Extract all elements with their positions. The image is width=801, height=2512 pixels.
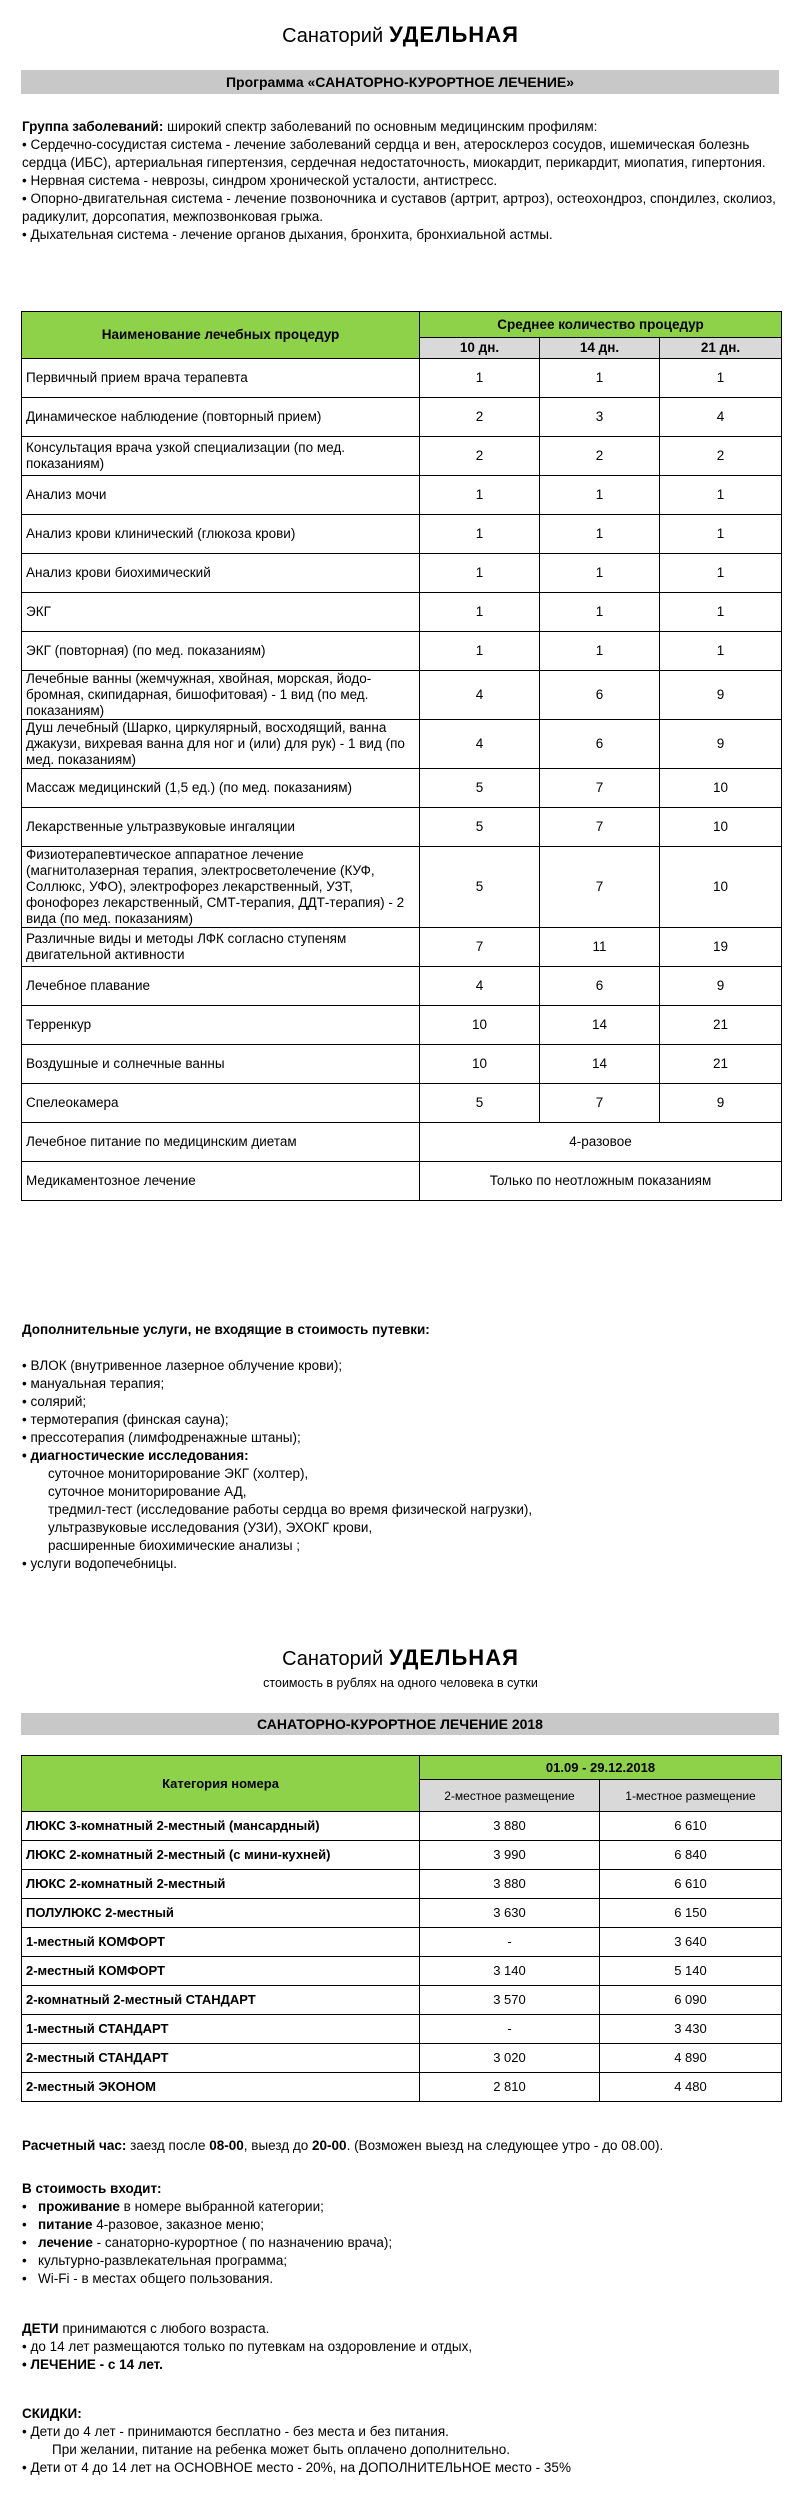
procedure-name: Медикаментозное лечение bbox=[22, 1162, 420, 1201]
procedure-count: 10 bbox=[420, 1006, 540, 1045]
diagnostics-item: суточное мониторирование ЭКГ (холтер), bbox=[48, 1466, 309, 1481]
kids-block: ДЕТИ принимаются с любого возраста. • до 14 лет размещаются только по путевкам на оздоровление и отдых, • ЛЕЧЕНИЕ - с 14 лет. bbox=[22, 2321, 473, 2372]
procedure-count: 14 bbox=[540, 1045, 660, 1084]
procedure-count: 2 bbox=[420, 398, 540, 437]
procedure-row bbox=[22, 398, 782, 437]
price-row bbox=[22, 2073, 782, 2102]
diagnostics-item: тредмил-тест (исследование работы сердца во время физической нагрузки), bbox=[48, 1502, 533, 1517]
procedure-count: 9 bbox=[660, 967, 782, 1006]
procedure-count: 4 bbox=[420, 720, 540, 769]
procedure-name: Лечебное питание по медицинским диетам bbox=[22, 1123, 420, 1162]
procedure-count: 9 bbox=[660, 1084, 782, 1123]
procedure-count: 1 bbox=[660, 515, 782, 554]
procedure-count: 10 bbox=[420, 1045, 540, 1084]
checkout-line: Расчетный час: заезд после 08-00, выезд до 20-00. (Возможен выезд на следующее утро - до 08.00). bbox=[22, 2138, 664, 2153]
procedure-name: ЭКГ bbox=[22, 593, 420, 632]
room-price: 4 480 bbox=[600, 2073, 782, 2102]
procedure-count: 6 bbox=[540, 671, 660, 720]
procedure-name: Анализ крови биохимический bbox=[22, 554, 420, 593]
procedure-count: 4 bbox=[660, 398, 782, 437]
procedure-name: Анализ крови клинический (глюкоза крови) bbox=[22, 515, 420, 554]
procedure-count: 1 bbox=[420, 593, 540, 632]
procedure-count: 1 bbox=[420, 515, 540, 554]
procedure-name: Лечебные ванны (жемчужная, хвойная, морская, йодо-бромная, скипидарная, бишофитовая) - 1 вид (по мед. показаниям) bbox=[22, 671, 420, 720]
price-row bbox=[22, 1812, 782, 1841]
discounts-block: СКИДКИ: • Дети до 4 лет - принимаются бесплатно - без места и без питания. При желании, питание на ребенка может быть оплачено дополнительно. • Дети от 4 до 14 лет на ОСНОВНОЕ место - 20%, на ДОПОЛНИТЕЛЬНОЕ место - 35% bbox=[22, 2406, 571, 2475]
procedure-count: 1 bbox=[540, 554, 660, 593]
procedure-count: 21 bbox=[660, 1045, 782, 1084]
room-price: - bbox=[420, 2015, 600, 2044]
procedure-row bbox=[22, 847, 782, 928]
procedure-count: 1 bbox=[660, 359, 782, 398]
procedure-name: Терренкур bbox=[22, 1006, 420, 1045]
price-row bbox=[22, 1986, 782, 2015]
procedure-row bbox=[22, 1084, 782, 1123]
procedure-count: 11 bbox=[540, 928, 660, 967]
disease-item: • Опорно-двигательная система - лечение позвоночника и суставов (артрит, артроз), остеохондроз, спондилез, сколиоз, радикулит, дорсопатия, межпозвонковая грыжа. bbox=[22, 191, 776, 224]
room-category: 2-местный КОМФОРТ bbox=[22, 1957, 420, 1986]
procedure-count: 2 bbox=[660, 437, 782, 476]
procedure-count: 2 bbox=[420, 437, 540, 476]
price-subtitle: стоимость в рублях на одного человека в сутки bbox=[263, 1676, 538, 1690]
room-price: 6 150 bbox=[600, 1899, 782, 1928]
procedure-note: Только по неотложным показаниям bbox=[420, 1162, 782, 1201]
procedure-count: 5 bbox=[420, 769, 540, 808]
procedures-name-header: Наименование лечебных процедур bbox=[22, 312, 420, 359]
procedure-count: 7 bbox=[420, 928, 540, 967]
room-category: 2-местный ЭКОНОМ bbox=[22, 2073, 420, 2102]
procedure-count: 3 bbox=[540, 398, 660, 437]
procedure-name: Динамическое наблюдение (повторный прием) bbox=[22, 398, 420, 437]
included-item: • Wi-Fi - в местах общего пользования. bbox=[22, 2271, 274, 2286]
procedure-count: 6 bbox=[540, 967, 660, 1006]
procedure-count: 7 bbox=[540, 769, 660, 808]
price-table: Категория номера 01.09 - 29.12.2018 2-местное размещение 1-местное размещение ЛЮКС 3-комнатный 2-местный (мансардный) 3 880 6 610 ЛЮКС 2-комнатный 2-местный (с мини-кухней) 3 990 6 840 ЛЮКС 2-комнатный 2-местный 3 880 6 610 ПОЛУЛЮКС 2-местный 3 630 6 150 1-местный КОМФОРТ - 3 640 2-местный КОМФОРТ 3 140 5 140 2-комнатный 2-местный СТАНДАРТ 3 570 6 090 1-местный СТАНДАРТ - 3 430 2-местный СТАНДАРТ 3 020 4 890 2-местный ЭКОНОМ 2 810 4 480 bbox=[21, 1755, 782, 2102]
procedure-row bbox=[22, 476, 782, 515]
procedure-name: Физиотерапевтическое аппаратное лечение (магнитолазерная терапия, электросветолечение (КУФ, Соллюкс, УФО), электрофорез лекарственный, УЗТ, фонофорез лекарственный, СМТ-терапия, ДДТ-терапия) - 2 вида (по мед. показаниям) bbox=[22, 847, 420, 928]
price-row bbox=[22, 2015, 782, 2044]
procedure-row bbox=[22, 1045, 782, 1084]
procedure-name: ЭКГ (повторная) (по мед. показаниям) bbox=[22, 632, 420, 671]
included-block: В стоимость входит: • проживание в номере выбранной категории; • питание 4-разовое, заказное меню; • лечение - санаторно-курортное ( по назначению врача); • культурно-развлекательная программа; • Wi-Fi - в местах общего пользования. bbox=[22, 2180, 782, 2288]
page-title: Санаторий УДЕЛЬНАЯ bbox=[282, 22, 519, 47]
room-price: 4 890 bbox=[600, 2044, 782, 2073]
extra-item: • услуги водопечебницы. bbox=[22, 1556, 177, 1571]
room-price: 5 140 bbox=[600, 1957, 782, 1986]
room-price: 3 020 bbox=[420, 2044, 600, 2073]
room-category: ЛЮКС 2-комнатный 2-местный bbox=[22, 1870, 420, 1899]
procedure-row bbox=[22, 437, 782, 476]
procedure-count: 21 bbox=[660, 1006, 782, 1045]
procedure-count: 7 bbox=[540, 1084, 660, 1123]
procedure-name: Душ лечебный (Шарко, циркулярный, восходящий, ванна джакузи, вихревая ванна для ног и (или) для рук) - 1 вид (по мед. показаниям) bbox=[22, 720, 420, 769]
price-title: Санаторий УДЕЛЬНАЯ bbox=[282, 1645, 519, 1670]
procedure-count: 9 bbox=[660, 720, 782, 769]
procedure-count: 1 bbox=[540, 632, 660, 671]
procedure-count: 1 bbox=[420, 476, 540, 515]
room-price: 6 610 bbox=[600, 1870, 782, 1899]
extra-item: • солярий; bbox=[22, 1394, 87, 1409]
diagnostics-item: суточное мониторирование АД, bbox=[48, 1484, 247, 1499]
procedure-row bbox=[22, 515, 782, 554]
procedure-count: 7 bbox=[540, 847, 660, 928]
procedure-name: Лекарственные ультразвуковые ингаляции bbox=[22, 808, 420, 847]
procedure-count: 1 bbox=[540, 593, 660, 632]
price-row bbox=[22, 1841, 782, 1870]
price-row bbox=[22, 1899, 782, 1928]
diagnostics-item: расширенные биохимические анализы ; bbox=[48, 1538, 301, 1553]
procedure-count: 5 bbox=[420, 1084, 540, 1123]
disease-item: • Сердечно-сосудистая система - лечение заболеваний сердца и вен, атеросклероз сосудов, ишемическая болезнь сердца (ИБС), артериальная гипертензия, сердечная недостаточность, миокардит, перикардит, миопатия, гипертония. bbox=[22, 137, 766, 170]
extra-item: • ВЛОК (внутривенное лазерное облучение крови); bbox=[22, 1358, 343, 1373]
procedure-name: Анализ мочи bbox=[22, 476, 420, 515]
procedure-count: 1 bbox=[540, 515, 660, 554]
procedure-row bbox=[22, 967, 782, 1006]
diagnostics-item: ультразвуковые исследования (УЗИ), ЭХОКГ крови, bbox=[48, 1520, 373, 1535]
procedure-count: 14 bbox=[540, 1006, 660, 1045]
procedure-name: Воздушные и солнечные ванны bbox=[22, 1045, 420, 1084]
room-price: 3 140 bbox=[420, 1957, 600, 1986]
extra-item: • прессотерапия (лимфодренажные штаны); bbox=[22, 1430, 301, 1445]
procedure-count: 4 bbox=[420, 671, 540, 720]
included-item: • лечение - санаторно-курортное ( по назначению врача); bbox=[22, 2235, 393, 2250]
procedure-row bbox=[22, 632, 782, 671]
room-price: 3 430 bbox=[600, 2015, 782, 2044]
procedure-count: 1 bbox=[540, 359, 660, 398]
included-item: • проживание в номере выбранной категории; bbox=[22, 2199, 324, 2214]
procedure-row bbox=[22, 554, 782, 593]
procedure-count: 1 bbox=[420, 359, 540, 398]
procedure-count: 19 bbox=[660, 928, 782, 967]
price-band: САНАТОРНО-КУРОРТНОЕ ЛЕЧЕНИЕ 2018 bbox=[21, 1713, 779, 1735]
room-category: 1-местный КОМФОРТ bbox=[22, 1928, 420, 1957]
procedure-row bbox=[22, 808, 782, 847]
procedure-count: 1 bbox=[420, 554, 540, 593]
disease-groups: Группа заболеваний: широкий спектр заболеваний по основным медицинским профилям: • Сердечно-сосудистая система - лечение заболеваний сердца и вен, атеросклероз сосудов, ишемическая болезнь сердца (ИБС), артериальная гипертензия, сердечная недостаточность, миокардит, перикардит, миопатия, гипертония. • Нервная система - неврозы, синдром хронической усталости, антистресс. • Опорно-двигательная система - лечение позвоночника и суставов (артрит, артроз), остеохондроз, спондилез, сколиоз, радикулит, дорсопатия, межпозвонковая грыжа. • Дыхательная система - лечение органов дыхания, бронхита, бронхиальной астмы. bbox=[22, 118, 782, 244]
room-category: ЛЮКС 2-комнатный 2-местный (с мини-кухней) bbox=[22, 1841, 420, 1870]
extra-title: Дополнительные услуги, не входящие в стоимость путевки: bbox=[22, 1322, 430, 1337]
procedure-note: 4-разовое bbox=[420, 1123, 782, 1162]
procedure-count: 2 bbox=[540, 437, 660, 476]
procedure-name: Первичный прием врача терапевта bbox=[22, 359, 420, 398]
procedure-count: 1 bbox=[540, 476, 660, 515]
room-price: 3 630 bbox=[420, 1899, 600, 1928]
price-row bbox=[22, 1957, 782, 1986]
room-price: 3 640 bbox=[600, 1928, 782, 1957]
procedure-count: 1 bbox=[420, 632, 540, 671]
procedures-table: Наименование лечебных процедур Среднее количество процедур 10 дн. 14 дн. 21 дн. Первичный прием врача терапевта 1 1 1 Динамическое наблюдение (повторный прием) 2 3 4 Консультация врача узкой специализации (по мед. показаниям) 2 2 2 Анализ мочи 1 1 1 Анализ крови клинический (глюкоза крови) 1 1 1 Анализ крови биохимический 1 1 1 ЭКГ 1 1 1 ЭКГ (повторная) (по мед. показаниям) 1 1 1 Лечебные ванны (жемчужная, хвойная, морская, йодо-бромная, скипидарная, бишофитовая) - 1 вид (по мед. показаниям) 4 6 9 Душ лечебный (Шарко, циркулярный, восходящий, ванна джакузи, вихревая ванна для ног и (или) для рук) - 1 вид (по мед. показаниям) 4 6 9 Массаж медицинский (1,5 ед.) (по мед. показаниям) 5 7 10 Лекарственные ультразвуковые ингаляции 5 7 10 Физиотерапевтическое аппаратное лечение (магнитолазерная терапия, электросветолечение (КУФ, Соллюкс, УФО), электрофорез лекарственный, УЗТ, фонофорез лекарственный, СМТ-терапия, ДДТ-терапия) - 2 вида (по мед. показаниям) 5 7 10 Различные виды и методы ЛФК согласно ступеням двигательной активности 7 11 19 Лечебное плавание 4 6 9 Терренкур 10 14 21 Воздушные и солнечные ванны 10 14 21 Спелеокамера 5 7 9 Лечебное питание по медицинским диетам 4-разовое Медикаментозное лечение Только по неотложным показаниям bbox=[21, 311, 782, 1201]
procedure-count: 5 bbox=[420, 847, 540, 928]
room-price: - bbox=[420, 1928, 600, 1957]
procedure-count: 4 bbox=[420, 967, 540, 1006]
procedure-row bbox=[22, 928, 782, 967]
disease-item: • Дыхательная система - лечение органов дыхания, бронхита, бронхиальной астмы. bbox=[22, 227, 553, 242]
room-category: 2-комнатный 2-местный СТАНДАРТ bbox=[22, 1986, 420, 2015]
room-price: 3 880 bbox=[420, 1812, 600, 1841]
procedure-row bbox=[22, 720, 782, 769]
procedure-count: 1 bbox=[660, 476, 782, 515]
procedure-row bbox=[22, 1006, 782, 1045]
diagnostics-title: • диагностические исследования: bbox=[22, 1448, 249, 1463]
procedure-count: 6 bbox=[540, 720, 660, 769]
procedure-row bbox=[22, 1162, 782, 1201]
extra-item: • термотерапия (финская сауна); bbox=[22, 1412, 229, 1427]
disease-item: • Нервная система - неврозы, синдром хронической усталости, антистресс. bbox=[22, 173, 498, 188]
extra-services bbox=[22, 1321, 782, 1573]
room-price: 6 840 bbox=[600, 1841, 782, 1870]
procedure-count: 1 bbox=[660, 554, 782, 593]
procedures-count-header: Среднее количество процедур bbox=[420, 312, 782, 338]
extra-item: • мануальная терапия; bbox=[22, 1376, 165, 1391]
price-row bbox=[22, 2044, 782, 2073]
procedure-row bbox=[22, 769, 782, 808]
price-row bbox=[22, 1870, 782, 1899]
room-category: 2-местный СТАНДАРТ bbox=[22, 2044, 420, 2073]
procedure-count: 1 bbox=[660, 593, 782, 632]
procedure-row bbox=[22, 1123, 782, 1162]
procedure-count: 10 bbox=[660, 769, 782, 808]
room-category: ПОЛУЛЮКС 2-местный bbox=[22, 1899, 420, 1928]
procedure-count: 1 bbox=[660, 632, 782, 671]
category-header: Категория номера bbox=[22, 1756, 420, 1812]
procedure-row bbox=[22, 359, 782, 398]
included-item: • культурно-развлекательная программа; bbox=[22, 2253, 288, 2268]
procedure-row bbox=[22, 593, 782, 632]
room-price: 2 810 bbox=[420, 2073, 600, 2102]
procedure-row bbox=[22, 671, 782, 720]
procedure-count: 9 bbox=[660, 671, 782, 720]
procedure-name: Лечебное плавание bbox=[22, 967, 420, 1006]
room-price: 3 880 bbox=[420, 1870, 600, 1899]
program-band: Программа «САНАТОРНО-КУРОРТНОЕ ЛЕЧЕНИЕ» bbox=[21, 70, 779, 94]
procedure-count: 10 bbox=[660, 808, 782, 847]
procedure-name: Различные виды и методы ЛФК согласно ступеням двигательной активности bbox=[22, 928, 420, 967]
room-price: 3 990 bbox=[420, 1841, 600, 1870]
procedure-count: 5 bbox=[420, 808, 540, 847]
procedure-count: 10 bbox=[660, 847, 782, 928]
procedure-name: Консультация врача узкой специализации (по мед. показаниям) bbox=[22, 437, 420, 476]
period-header: 01.09 - 29.12.2018 bbox=[420, 1756, 782, 1780]
room-category: 1-местный СТАНДАРТ bbox=[22, 2015, 420, 2044]
procedure-name: Спелеокамера bbox=[22, 1084, 420, 1123]
price-row bbox=[22, 1928, 782, 1957]
procedure-name: Массаж медицинский (1,5 ед.) (по мед. показаниям) bbox=[22, 769, 420, 808]
included-item: • питание 4-разовое, заказное меню; bbox=[22, 2217, 265, 2232]
room-price: 3 570 bbox=[420, 1986, 600, 2015]
procedure-count: 7 bbox=[540, 808, 660, 847]
room-price: 6 090 bbox=[600, 1986, 782, 2015]
room-price: 6 610 bbox=[600, 1812, 782, 1841]
room-category: ЛЮКС 3-комнатный 2-местный (мансардный) bbox=[22, 1812, 420, 1841]
